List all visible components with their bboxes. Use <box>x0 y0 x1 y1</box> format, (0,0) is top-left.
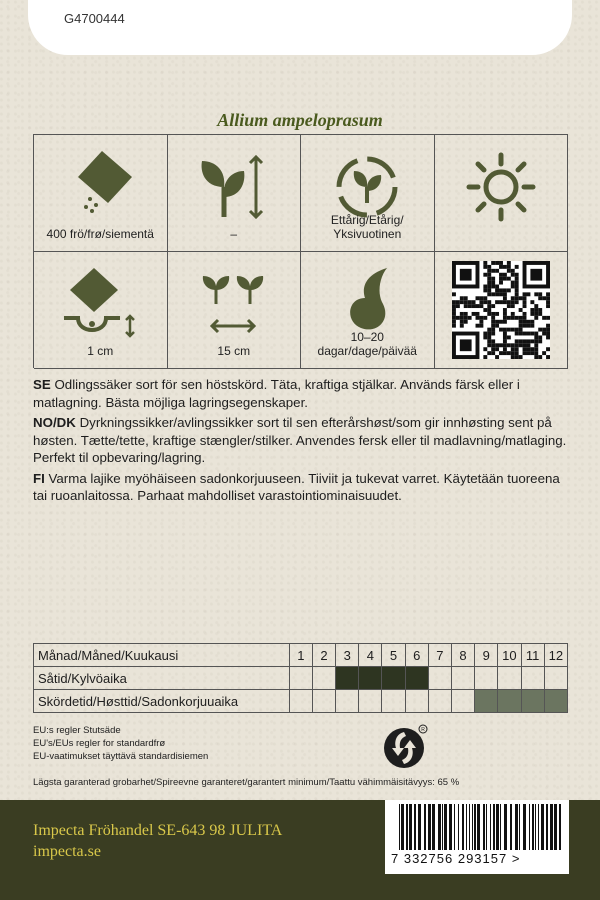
calendar-header-label: Månad/Måned/Kuukausi <box>34 644 290 667</box>
info-icon-grid <box>33 134 568 368</box>
harvest-cell-12 <box>544 690 567 713</box>
sow-cell-2 <box>312 667 335 690</box>
month-6: 6 <box>405 644 428 667</box>
sku-code: G4700444 <box>64 11 125 26</box>
harvest-cell-10 <box>498 690 521 713</box>
seed-packet-icon <box>60 147 140 227</box>
description-nodk <box>33 414 573 467</box>
sow-cell-11 <box>521 667 544 690</box>
description-se-text: Odlingssäker sort för sen höstskörd. Täta, kraftiga stjälkar. Används färsk eller i matlagning. Bästa möjliga lagringsegenskaper. <box>33 377 520 410</box>
sowing-depth-icon <box>60 264 140 344</box>
depth-label: 1 cm <box>87 344 114 358</box>
qr-code-icon[interactable] <box>452 261 550 359</box>
calendar-row-sowing <box>34 667 568 690</box>
seeds-label: 400 frö/frø/siementä <box>46 227 154 241</box>
harvest-cell-4 <box>359 690 382 713</box>
spacing-cell <box>168 252 302 369</box>
sow-cell-12 <box>544 667 567 690</box>
eu-line-1: EU:s regler Stutsäde <box>33 725 121 736</box>
month-11: 11 <box>521 644 544 667</box>
barcode-icon <box>385 800 569 852</box>
harvest-cell-7 <box>428 690 451 713</box>
harvest-cell-3 <box>336 690 359 713</box>
month-3: 3 <box>336 644 359 667</box>
lang-code-fi: FI <box>33 470 45 486</box>
description-fi <box>33 470 573 505</box>
company-address: Impecta Fröhandel SE-643 98 JULITA <box>33 822 283 839</box>
harvest-cell-5 <box>382 690 405 713</box>
sun-icon <box>461 147 541 227</box>
sowing-calendar <box>33 643 568 713</box>
description-fi-text: Varma lajike myöhäiseen sadonkorjuuseen. Tiiviit ja tukevat varret. Käytetään tuoreena tai ruoanlaitossa. Parhaat mahdolliset varastointiominaisuudet. <box>33 470 560 503</box>
month-7: 7 <box>428 644 451 667</box>
spacing-label: 15 cm <box>217 344 251 358</box>
description-se <box>33 376 573 411</box>
month-9: 9 <box>475 644 498 667</box>
lifecycle-cell <box>301 135 435 252</box>
sowing-row-label: Såtid/Kylvöaika <box>34 667 290 690</box>
germination-guarantee: Lägsta garanterad grobarhet/Spireevne garanteret/garantert minimum/Taattu vähimmäisitävyys: 65 % <box>33 777 460 788</box>
month-10: 10 <box>498 644 521 667</box>
barcode-digits: 7 332756 293157 > <box>391 851 521 866</box>
latin-name: Allium ampeloprasum <box>217 110 383 130</box>
month-12: 12 <box>544 644 567 667</box>
height-label: – <box>230 227 238 241</box>
sow-cell-10 <box>498 667 521 690</box>
lifecycle-label-line2: Yksivuotinen <box>333 227 402 241</box>
harvest-cell-6 <box>405 690 428 713</box>
header-white-cap <box>28 0 572 55</box>
harvest-cell-8 <box>451 690 474 713</box>
recycling-green-dot-icon <box>382 724 428 770</box>
sow-cell-3 <box>336 667 359 690</box>
harvest-cell-1 <box>289 690 312 713</box>
qr-cell[interactable] <box>435 252 569 369</box>
harvest-cell-2 <box>312 690 335 713</box>
lang-code-nodk: NO/DK <box>33 415 76 430</box>
month-1: 1 <box>289 644 312 667</box>
sow-cell-8 <box>451 667 474 690</box>
month-4: 4 <box>359 644 382 667</box>
svg-text:R: R <box>421 727 425 733</box>
germination-label <box>301 330 434 358</box>
eu-standard-note <box>33 724 208 763</box>
plant-spacing-icon <box>194 264 274 344</box>
lifecycle-label-line1: Ettårig/Etårig/ <box>330 213 404 227</box>
lang-code-se: SE <box>33 377 51 392</box>
height-cell <box>168 135 302 252</box>
eu-line-3: EU-vaatimukset täyttävä standardisiemen <box>33 751 209 762</box>
calendar-header-row <box>34 644 568 667</box>
plant-height-icon <box>194 147 274 227</box>
month-2: 2 <box>312 644 335 667</box>
germination-cell <box>301 252 435 369</box>
sow-cell-6 <box>405 667 428 690</box>
harvest-cell-9 <box>475 690 498 713</box>
harvest-row-label: Skördetid/Høsttid/Sadonkorjuuaika <box>34 690 290 713</box>
calendar-row-harvest <box>34 690 568 713</box>
company-website[interactable]: impecta.se <box>33 843 101 860</box>
sow-cell-9 <box>475 667 498 690</box>
seeds-cell <box>34 135 168 252</box>
harvest-cell-11 <box>521 690 544 713</box>
month-8: 8 <box>451 644 474 667</box>
month-5: 5 <box>382 644 405 667</box>
germination-label-line2: dagar/dage/päivää <box>317 344 417 358</box>
eu-line-2: EU's/EUs regler for standardfrø <box>33 738 166 749</box>
depth-cell <box>34 252 168 369</box>
description-block <box>33 376 573 508</box>
germination-label-line1: 10–20 <box>350 330 384 344</box>
lifecycle-label <box>301 213 434 241</box>
sun-cell <box>435 135 569 252</box>
sow-cell-4 <box>359 667 382 690</box>
sow-cell-5 <box>382 667 405 690</box>
sow-cell-1 <box>289 667 312 690</box>
sow-cell-7 <box>428 667 451 690</box>
description-nodk-text: Dyrkningssikker/avlingssikker sort til sen efterårshøst/som gir innhøsting sent på høsten. Tætte/tette, kraftige stængler/stilker. Anvendes fersk eller til madlavning/matlaging. Perfekt til opbevaring/lagring. <box>33 415 567 465</box>
